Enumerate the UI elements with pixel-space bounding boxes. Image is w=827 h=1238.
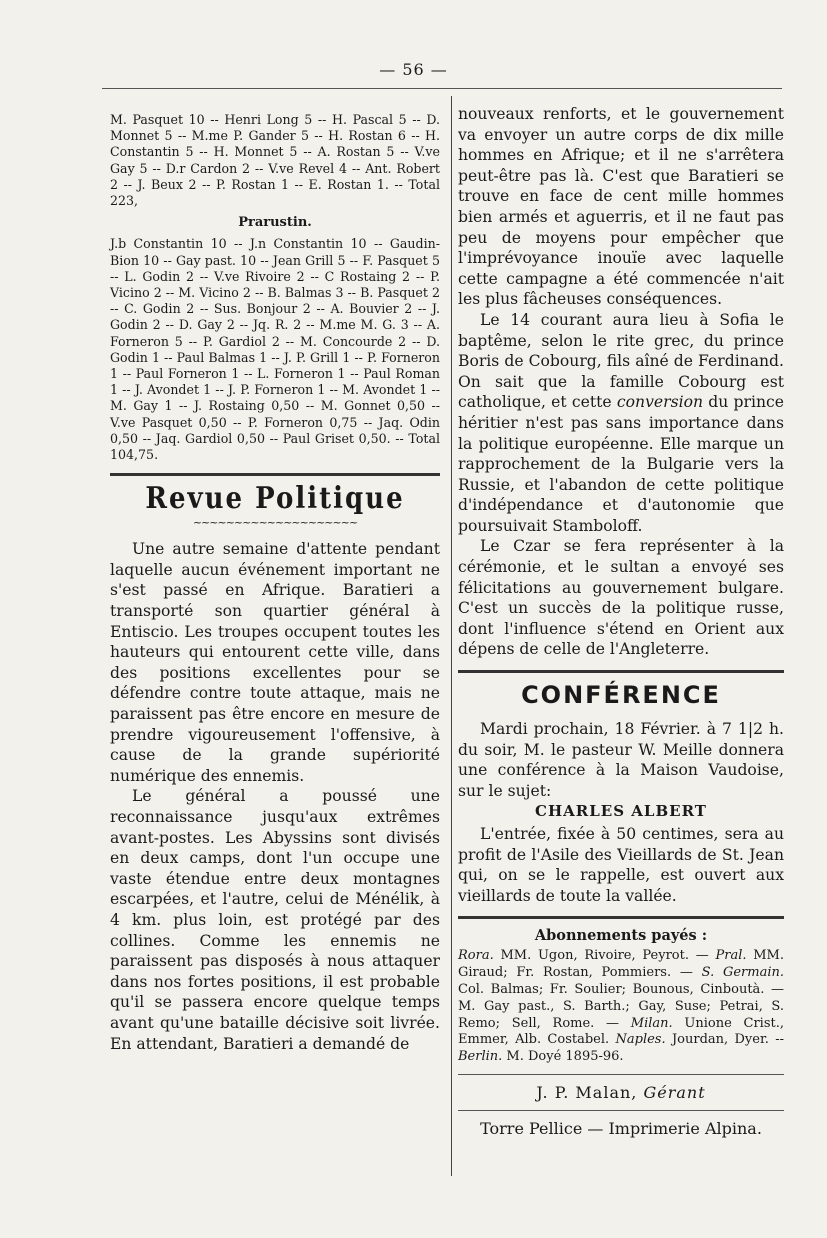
abon-place: Rora. [458, 948, 494, 964]
donation-list-2: J.b Constantin 10 -- J.n Constantin 10 -- Gaudin-Bion 10 -- Gay past. 10 -- Jean Grill 5 -- F. Pasquet 5 -- L. Godin 2 -- V.ve Rivoire 2 -- C Rostaing 2 -- P. Vicino 2 -- M. Vicino 2 -- B. Balmas 3 -- B. Pasquet 2 -- C. Godin 2 -- Sus. Bonjour 2 -- A. Bouvier 2 -- J. Godin 2 -- D. Gay 2 -- Jq. R. 2 -- M.me M. G. 3 -- A. Forneron 5 -- P. Gardiol 2 -- M. Concourde 2 -- D. Godin 1 -- Paul Balmas 1 -- J. P. Grill 1 -- P. Forneron 1 -- Paul Forneron 1 -- L. Forneron 1 -- Paul Roman 1 -- J. Avondet 1 -- J. P. Forneron 1 -- M. Avondet 1 -- M. Gay 1 -- J. Rostaing 0,50 -- M. Gonnet 0,50 -- V.ve Pasquet 0,50 -- P. Forneron 0,75 -- Jaq. Odin 0,50 -- Jaq. Gardiol 0,50 -- Paul Griset 0,50. -- Total 104,75. [110, 236, 440, 463]
abon-place: Pral. [715, 948, 747, 964]
revue-paragraph-5: Le Czar se fera représenter à la cérémonie, et le sultan a envoyé ses félicitations au gouvernement bulgare. C'est un succès de la politique russe, dont l'influence s'étend en Orient aux dépens de celle de l'Angleterre. [458, 537, 784, 659]
gerant-rule-bottom [458, 1110, 784, 1111]
title-ornament: ~~~~~~~~~~~~~~~~~~~~ [192, 516, 358, 530]
header-rule [102, 88, 782, 89]
conference-subject: CHARLES ALBERT [535, 802, 707, 821]
abon-place: Berlin. [458, 1049, 503, 1065]
conference-title: CONFÉRENCE [521, 681, 721, 710]
abon-names: Col. Balmas; Fr. Soulier; Bounous, Cinboutà. — M. Gay past., S. Barth.; Gay, Suse; Petrai, S. Remo; Sell, Rome. — [458, 981, 784, 1031]
abon-names: MM. Giraud; Fr. Rostan, Pommiers. — [458, 948, 785, 981]
right-column [458, 104, 784, 1138]
prarustin-heading: Prarustin. [238, 215, 312, 231]
conference-paragraph-2: L'entrée, fixée à 50 centimes, sera au profit de l'Asile des Vieillards de St. Jean qui, on se le rappelle, est ouvert aux vieillards de toute la vallée. [458, 825, 784, 905]
left-column [110, 112, 440, 1054]
abon-place: S. Germain. [701, 965, 784, 981]
revue-paragraph-2: Le général a poussé une reconnaissance jusqu'aux extrêmes avant-postes. Les Abyssins sont divisés en deux camps, dont l'un occupe une vaste étendue entre deux montagnes escarpées, et l'autre, celui de Ménélik, à 4 km. plus loin, est protégé par des collines. Comme les ennemis ne paraissent pas disposés à nous attaquer dans nos fortes positions, il est probable qu'il se passera encore quelque temps avant qu'une bataille décisive soit livrée. En attendant, Baratieri a demandé de [110, 787, 440, 1053]
conference-body [458, 719, 784, 906]
revue-p4-text-b: du prince héritier n'est pas sans importance dans la politique européenne. Elle marque un rapprochement de la Bulgarie vers la Russie, et l'abandon de cette politique d'indépendance et d'autonomie que poursuivait Stamboloff. [458, 393, 784, 535]
revue-p4-text-a: Le 14 courant aura lieu à Sofia le baptême, selon le rite grec, du prince Boris de Cobourg, fils aîné de Ferdinand. On sait que la famille Cobourg est catholique, et cette [458, 310, 784, 412]
section-rule [458, 916, 784, 919]
gerant-name: J. P. Malan, [536, 1082, 638, 1102]
page-number: — 56 — [379, 60, 448, 79]
abon-names: MM. Ugon, Rivoire, Peyrot. — [493, 948, 716, 964]
revue-politique-title: Revue Politique [145, 482, 405, 517]
revue-paragraph-1: Une autre semaine d'attente pendant laquelle aucun événement important ne s'est passé en Afrique. Baratieri a transporté son quartier général à Entiscio. Les troupes occupent toutes les hauteurs qui entourent cette ville, dans des positions excellentes pour se défendre contre toute attaque, mais ne paraissent pas être encore en mesure de prendre vigoureusement l'offensive, à cause de la grande supériorité numérique des ennemis. [110, 540, 440, 785]
revue-paragraph-4 [458, 310, 784, 537]
revue-politique-body [110, 539, 440, 1054]
abon-names: M. Doyé 1895-96. [502, 1049, 624, 1065]
abonnements-title: Abonnements payés : [534, 927, 708, 945]
revue-p4-italic: conversion [616, 393, 703, 412]
gerant-role: Gérant [643, 1082, 706, 1102]
section-rule [110, 473, 440, 476]
column-divider [451, 96, 452, 1176]
abon-place: Naples. [615, 1032, 666, 1048]
revue-politique-continued [458, 104, 784, 660]
abon-names: Unione Crist., Emmer, Alb. Costabel. [458, 1015, 785, 1048]
section-rule [458, 670, 784, 673]
conference-paragraph-1: Mardi prochain, 18 Février. à 7 1|2 h. du soir, M. le pasteur W. Meille donnera une conférence à la Maison Vaudoise, sur le sujet: [458, 720, 784, 800]
revue-paragraph-3: nouveaux renforts, et le gouvernement va envoyer un autre corps de dix mille hommes en Afrique; et il ne s'arrêtera peut-être pas là. C'est que Baratieri se trouve en face de cent mille hommes bien armés et aguerris, et il ne faut pas peu de moyens pour empêcher que l'imprévoyance inouïe avec laquelle cette campagne a été commencée n'ait les plus fâcheuses conséquences. [458, 105, 784, 309]
gerant-line [458, 1083, 784, 1102]
donation-list-section [110, 112, 440, 463]
abon-names: Jourdan, Dyer. -- [665, 1032, 784, 1048]
gerant-rule-top [458, 1074, 784, 1075]
imprimerie-line: Torre Pellice — Imprimerie Alpina. [480, 1118, 762, 1138]
abonnements-list [458, 948, 784, 1066]
abon-place: Milan. [630, 1015, 673, 1031]
donation-list-1: M. Pasquet 10 -- Henri Long 5 -- H. Pascal 5 -- D. Monnet 5 -- M.me P. Gander 5 -- H. Rostan 6 -- H. Constantin 5 -- H. Monnet 5 -- A. Rostan 5 -- V.ve Gay 5 -- D.r Cardon 2 -- V.ve Revel 4 -- Ant. Robert 2 -- J. Beux 2 -- P. Rostan 1 -- E. Rostan 1. -- Total 223, [110, 112, 440, 209]
